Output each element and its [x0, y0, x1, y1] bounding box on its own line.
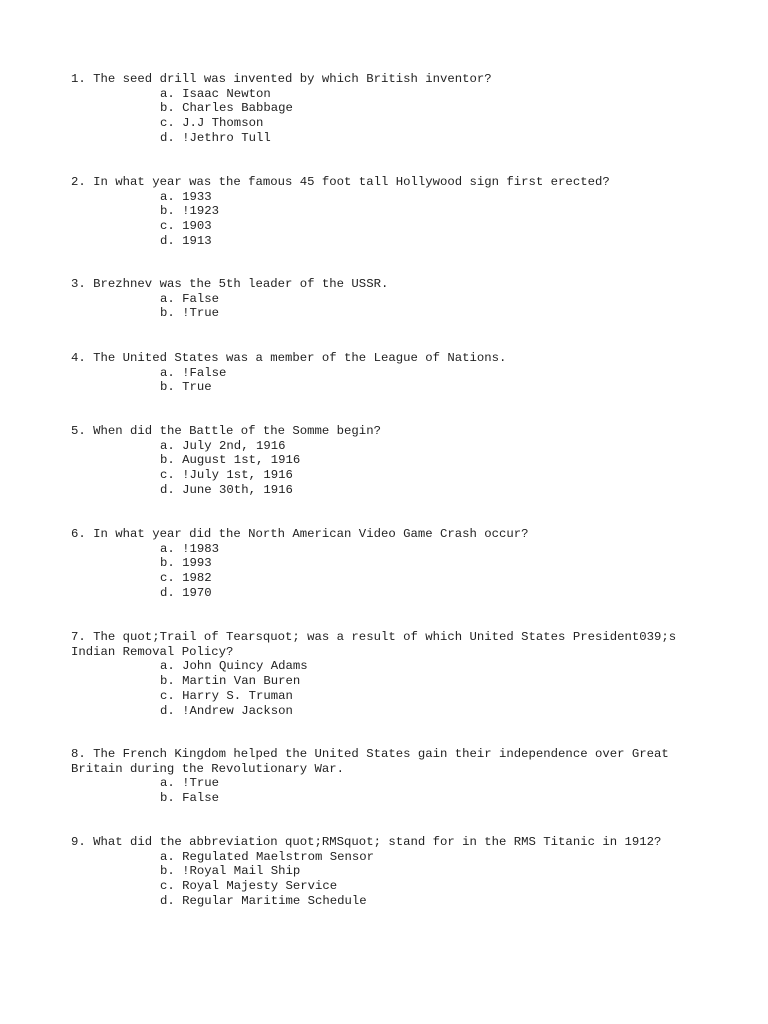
option-text: 1933 [182, 189, 212, 204]
question-9 [71, 835, 711, 909]
question-stem: Brezhnev was the 5th leader of the USSR. [93, 277, 389, 291]
option-letter: d. [160, 585, 175, 600]
option-letter: b. [160, 453, 175, 468]
option-letter: a. [160, 365, 175, 380]
question-text [71, 747, 711, 776]
option-text: Martin Van Buren [182, 674, 301, 689]
question-8 [71, 747, 711, 806]
answer-option [160, 542, 711, 557]
question-stem: The seed drill was invented by which British inventor? [93, 72, 492, 86]
option-letter: b. [160, 101, 175, 116]
option-text: Charles Babbage [182, 101, 293, 116]
option-text: !1983 [182, 541, 220, 556]
answer-options [71, 776, 711, 805]
answer-option [160, 894, 711, 909]
question-number: 3. [71, 277, 86, 291]
question-text [71, 630, 711, 659]
question-stem: The French Kingdom helped the United States gain their independence over Great Britain during the Revolutionary War. [71, 747, 677, 776]
answer-option [160, 292, 711, 307]
answer-options [71, 850, 711, 909]
answer-option [160, 659, 711, 674]
answer-option [160, 850, 711, 865]
answer-option [160, 306, 711, 321]
option-text: False [182, 291, 220, 306]
option-text: Regular Maritime Schedule [182, 893, 367, 908]
question-number: 9. [71, 835, 86, 849]
question-text [71, 277, 711, 292]
answer-option [160, 864, 711, 879]
option-letter: c. [160, 571, 175, 586]
option-text: !1923 [182, 204, 220, 219]
option-text: Regulated Maelstrom Sensor [182, 849, 375, 864]
option-letter: d. [160, 233, 175, 248]
option-text: !July 1st, 1916 [182, 468, 293, 483]
answer-option [160, 468, 711, 483]
question-number: 2. [71, 175, 86, 189]
option-text: 1913 [182, 233, 212, 248]
question-1 [71, 72, 711, 146]
question-stem: In what year was the famous 45 foot tall Hollywood sign first erected? [93, 175, 610, 189]
option-text: False [182, 791, 220, 806]
question-stem: When did the Battle of the Somme begin? [93, 424, 381, 438]
answer-option [160, 791, 711, 806]
answer-options [71, 292, 711, 321]
answer-options [71, 542, 711, 601]
answer-option [160, 380, 711, 395]
question-number: 7. [71, 630, 86, 644]
answer-option [160, 204, 711, 219]
answer-option [160, 689, 711, 704]
option-letter: a. [160, 86, 175, 101]
question-number: 5. [71, 424, 86, 438]
answer-option [160, 674, 711, 689]
answer-option [160, 439, 711, 454]
option-text: John Quincy Adams [182, 659, 308, 674]
option-text: Harry S. Truman [182, 688, 293, 703]
answer-option [160, 571, 711, 586]
option-letter: a. [160, 776, 175, 791]
option-text: 1993 [182, 556, 212, 571]
option-letter: a. [160, 849, 175, 864]
answer-option [160, 586, 711, 601]
option-letter: a. [160, 659, 175, 674]
question-text [71, 527, 711, 542]
option-letter: d. [160, 130, 175, 145]
option-text: J.J Thomson [182, 116, 264, 131]
answer-option [160, 116, 711, 131]
option-letter: b. [160, 864, 175, 879]
answer-option [160, 483, 711, 498]
option-letter: a. [160, 438, 175, 453]
option-text: Royal Majesty Service [182, 879, 338, 894]
question-3 [71, 277, 711, 321]
question-text [71, 175, 711, 190]
option-text: July 2nd, 1916 [182, 438, 286, 453]
answer-options [71, 659, 711, 718]
option-letter: d. [160, 703, 175, 718]
answer-option [160, 704, 711, 719]
question-number: 8. [71, 747, 86, 761]
option-letter: b. [160, 306, 175, 321]
answer-option [160, 366, 711, 381]
option-text: 1982 [182, 571, 212, 586]
option-letter: b. [160, 380, 175, 395]
answer-option [160, 219, 711, 234]
answer-option [160, 87, 711, 102]
option-letter: c. [160, 688, 175, 703]
question-2 [71, 175, 711, 249]
option-letter: d. [160, 482, 175, 497]
question-stem: The quot;Trail of Tearsquot; was a result of which United States President039;s Indian Removal Policy? [71, 630, 684, 659]
question-number: 6. [71, 527, 86, 541]
option-letter: a. [160, 291, 175, 306]
question-stem: In what year did the North American Video Game Crash occur? [93, 527, 529, 541]
option-text: !False [182, 365, 227, 380]
question-6 [71, 527, 711, 601]
option-text: True [182, 380, 212, 395]
option-letter: d. [160, 893, 175, 908]
option-letter: c. [160, 219, 175, 234]
option-text: 1970 [182, 585, 212, 600]
option-letter: c. [160, 468, 175, 483]
option-letter: c. [160, 116, 175, 131]
answer-option [160, 556, 711, 571]
option-text: 1903 [182, 219, 212, 234]
question-7 [71, 630, 711, 718]
question-4 [71, 351, 711, 395]
answer-option [160, 190, 711, 205]
option-letter: b. [160, 204, 175, 219]
question-stem: What did the abbreviation quot;RMSquot; stand for in the RMS Titanic in 1912? [93, 835, 662, 849]
option-text: August 1st, 1916 [182, 453, 301, 468]
option-letter: b. [160, 791, 175, 806]
answer-options [71, 87, 711, 146]
answer-option [160, 776, 711, 791]
question-text [71, 424, 711, 439]
answer-options [71, 190, 711, 249]
option-text: !True [182, 306, 220, 321]
option-text: !Royal Mail Ship [182, 864, 301, 879]
question-5 [71, 424, 711, 498]
question-text [71, 72, 711, 87]
answer-option [160, 101, 711, 116]
answer-option [160, 131, 711, 146]
question-number: 4. [71, 351, 86, 365]
option-letter: b. [160, 674, 175, 689]
question-number: 1. [71, 72, 86, 86]
answer-options [71, 439, 711, 498]
option-letter: c. [160, 879, 175, 894]
option-letter: b. [160, 556, 175, 571]
answer-option [160, 879, 711, 894]
question-text [71, 835, 711, 850]
answer-option [160, 453, 711, 468]
answer-options [71, 366, 711, 395]
option-text: !Andrew Jackson [182, 703, 293, 718]
option-text: !Jethro Tull [182, 130, 271, 145]
question-text [71, 351, 711, 366]
question-stem: The United States was a member of the League of Nations. [93, 351, 507, 365]
answer-option [160, 234, 711, 249]
option-text: !True [182, 776, 220, 791]
option-letter: a. [160, 189, 175, 204]
option-text: June 30th, 1916 [182, 482, 293, 497]
option-letter: a. [160, 541, 175, 556]
option-text: Isaac Newton [182, 86, 271, 101]
